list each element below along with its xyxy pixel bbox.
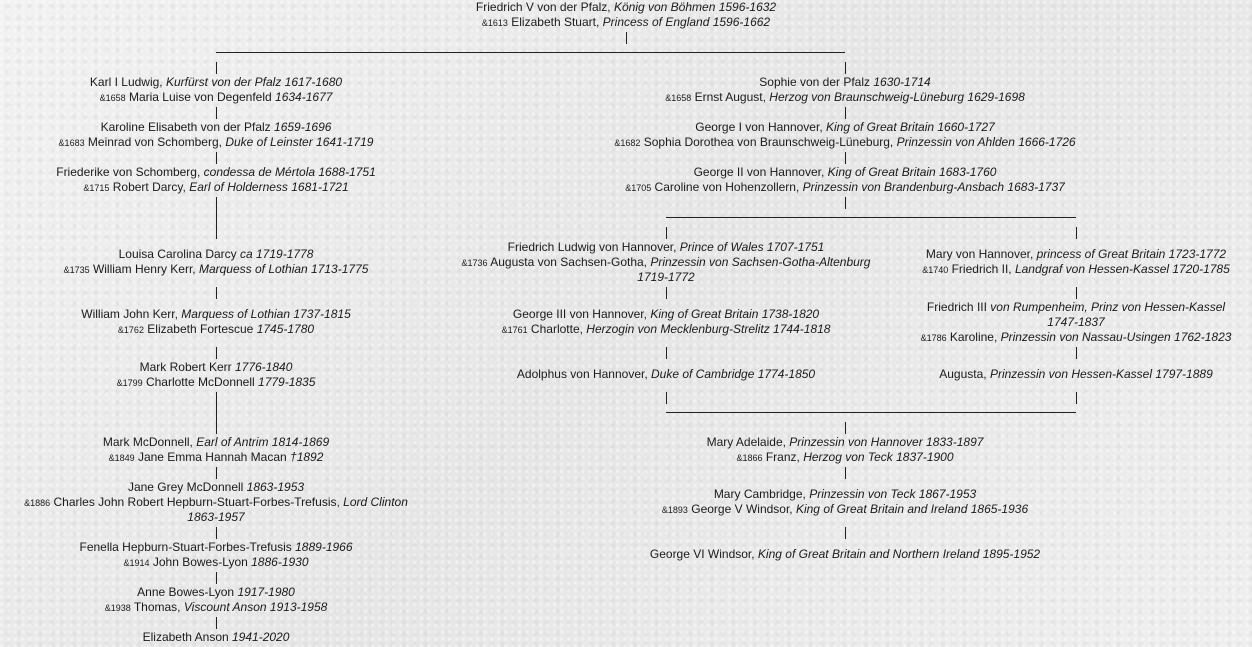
person-title: Marquess of Lothian 1737-1815 (181, 307, 351, 321)
marriage-marker: &1761 (501, 325, 528, 335)
person-name: Karoline Elisabeth von der Pfalz (100, 120, 275, 134)
connector (845, 422, 846, 434)
person-name: Mary Adelaide, (706, 435, 790, 449)
connector (1076, 287, 1077, 299)
person-line (625, 180, 1065, 196)
person-name: Franz, (762, 450, 804, 464)
person-title: Lord Clinton (343, 495, 408, 509)
marriage-marker: &1705 (625, 183, 652, 193)
person-title: Princess of England 1596-1662 (602, 15, 771, 29)
person-name: Mary von Hannover, (925, 247, 1037, 261)
person-title: 1719-1772 (637, 270, 695, 284)
person-name: Charlotte, (527, 322, 587, 336)
person-title: 1889-1966 (295, 540, 353, 554)
person-line (502, 322, 831, 338)
person-line (105, 600, 328, 616)
person-line (927, 300, 1225, 315)
person-name: George III von Hannover, (512, 307, 651, 321)
person-name: Friedrich V von der Pfalz, (475, 0, 614, 14)
person-title: König von Böhmen 1596-1632 (613, 0, 777, 14)
person-name: Mark Robert Kerr (139, 360, 235, 374)
person-title: 1745-1780 (256, 322, 315, 336)
person-name: Maria Luise von Degenfeld (125, 90, 276, 104)
person-line (922, 262, 1230, 278)
person-name: Louisa Carolina Darcy (118, 247, 240, 261)
person-name: Friedrich Ludwig von Hannover, (507, 240, 680, 254)
connector (845, 152, 846, 164)
person-title: ca 1719-1778 (239, 247, 314, 261)
person-line (736, 450, 953, 466)
connector (216, 287, 217, 299)
person-line (123, 555, 308, 571)
person-line (714, 487, 976, 502)
marriage-marker: &1866 (736, 453, 763, 463)
person-name: George VI Windsor, (649, 547, 758, 561)
person-name: Jane Emma Hannah Macan (134, 450, 291, 464)
connector (216, 152, 217, 164)
person-title: 1634-1677 (275, 90, 333, 104)
person-name: Augusta von Sachsen-Gotha, (487, 255, 651, 269)
person-line (695, 120, 995, 135)
connector (216, 62, 217, 74)
person-name: George II von Hannover, (693, 165, 828, 179)
person-line (759, 75, 930, 90)
person-title: 1659-1696 (274, 120, 332, 134)
connector (666, 217, 1076, 218)
person-line (926, 247, 1226, 262)
person-name: Adolphus von Hannover, (516, 367, 651, 381)
connector (216, 572, 217, 584)
person-line (56, 165, 376, 180)
person-line (64, 262, 369, 278)
marriage-marker: &1736 (461, 258, 488, 268)
person-line (187, 510, 244, 525)
person-title: condessa de Mértola 1688-1751 (203, 165, 376, 179)
person-title: Prinzessin von Nassau-Usingen 1762-1823 (1000, 330, 1232, 344)
person-title: 1779-1835 (258, 375, 316, 389)
person-line (939, 367, 1213, 382)
person-title: Herzog von Braunschweig-Lüneburg 1629-1698 (769, 90, 1025, 104)
person-line (462, 255, 871, 271)
person-line (476, 0, 776, 15)
person-name: Karoline, (946, 330, 1001, 344)
marriage-marker: &1762 (117, 325, 144, 335)
person-title: Prinzessin von Hannover 1833-1897 (789, 435, 984, 449)
person-line (662, 502, 1028, 518)
person-line (665, 90, 1025, 106)
person-title: Marquess of Lothian 1713-1775 (198, 262, 369, 276)
person-title: Earl of Antrim 1814-1869 (196, 435, 330, 449)
person-title: Prinzessin von Brandenburg-Ansbach 1683-1737 (802, 180, 1065, 194)
connector (216, 392, 217, 434)
person-line (100, 90, 333, 106)
person-line (650, 547, 1040, 562)
person-title: princess of Great Britain 1723-1772 (1036, 247, 1227, 261)
person-line (90, 75, 342, 90)
person-line (921, 330, 1232, 346)
person-name: Charles John Robert Hepburn-Stuart-Forbes-Trefusis, (50, 495, 344, 509)
person-title: 1941-2020 (232, 630, 290, 644)
person-line (83, 180, 348, 196)
marriage-marker: &1735 (63, 265, 90, 275)
person-line (24, 495, 408, 511)
person-name: Meinrad von Schomberg, (84, 135, 226, 149)
marriage-marker: &1682 (614, 138, 641, 148)
person-title: Prinzessin von Teck 1867-1953 (809, 487, 977, 501)
person-title: Duke of Cambridge 1774-1850 (650, 367, 816, 381)
person-name: Friedrich II, (948, 262, 1015, 276)
person-line (117, 375, 316, 391)
person-line (119, 247, 314, 262)
person-name: Karl I Ludwig, (89, 75, 166, 89)
person-title: 1776-1840 (234, 360, 293, 374)
person-name: Charlotte McDonnell (142, 375, 259, 389)
person-title: 1863-1957 (187, 510, 245, 524)
person-line (1047, 315, 1104, 330)
connector (845, 467, 846, 479)
marriage-marker: &1849 (108, 453, 135, 463)
person-title: Duke of Leinster 1641-1719 (225, 135, 374, 149)
person-name: William Henry Kerr, (89, 262, 199, 276)
person-name: George I von Hannover, (695, 120, 826, 134)
connector (1076, 392, 1077, 404)
person-title: King of Great Britain 1660-1727 (825, 120, 995, 134)
person-title: Herzogin von Mecklenburg-Strelitz 1744-1818 (586, 322, 831, 336)
connector (216, 467, 217, 479)
person-line (694, 165, 997, 180)
person-name: Augusta, (939, 367, 990, 381)
connector (216, 107, 217, 119)
connector (626, 32, 627, 44)
connector (845, 107, 846, 119)
person-line (59, 135, 374, 151)
person-line (513, 307, 819, 322)
person-line (81, 307, 350, 322)
marriage-marker: &1683 (58, 138, 85, 148)
marriage-marker: &1914 (123, 558, 150, 568)
person-name: Fenella Hepburn-Stuart-Forbes-Trefusis (79, 540, 296, 554)
person-title: 1886-1930 (251, 555, 309, 569)
person-name: Elizabeth Fortescue (143, 322, 257, 336)
person-title: Prince of Wales 1707-1751 (679, 240, 825, 254)
marriage-marker: &1886 (24, 498, 51, 508)
marriage-marker: &1893 (661, 505, 688, 515)
person-line (128, 480, 304, 495)
person-line (707, 435, 984, 450)
person-name: Friederike von Schomberg, (56, 165, 204, 179)
connector (666, 412, 1076, 413)
person-title: King of Great Britain and Northern Ireland 1895-1952 (757, 547, 1041, 561)
person-name: Ernst August, (691, 90, 770, 104)
connector (845, 197, 846, 209)
marriage-marker: &1658 (99, 93, 126, 103)
person-name: Elizabeth Stuart, (507, 15, 603, 29)
person-title: 1863-1953 (246, 480, 305, 494)
person-name: Anne Bowes-Lyon (137, 585, 238, 599)
connector (216, 52, 845, 53)
connector (216, 197, 217, 239)
person-name: George V Windsor, (687, 502, 796, 516)
person-line (79, 540, 352, 555)
person-line (637, 270, 694, 285)
connector (1076, 227, 1077, 239)
connector (216, 527, 217, 539)
person-title: Prinzessin von Sachsen-Gotha-Altenburg (650, 255, 871, 269)
connector (845, 62, 846, 74)
marriage-marker: &1715 (83, 183, 110, 193)
connector (666, 347, 667, 359)
person-name: William John Kerr, (81, 307, 182, 321)
person-line (517, 367, 815, 382)
connector (666, 392, 667, 404)
person-line (109, 450, 324, 466)
person-line (118, 322, 314, 338)
connector (666, 287, 667, 299)
person-name: Mary Cambridge, (713, 487, 810, 501)
person-title: Kurfürst von der Pfalz 1617-1680 (165, 75, 343, 89)
person-line (140, 360, 293, 375)
marriage-marker: &1658 (665, 93, 692, 103)
person-name: John Bowes-Lyon (149, 555, 252, 569)
marriage-marker: &1938 (104, 603, 131, 613)
person-title: 1630-1714 (873, 75, 931, 89)
person-title: Landgraf von Hessen-Kassel 1720-1785 (1014, 262, 1230, 276)
person-line (508, 240, 825, 255)
connector (845, 527, 846, 539)
person-line (482, 15, 770, 31)
person-name: Sophia Dorothea von Braunschweig-Lüneburg, (640, 135, 897, 149)
person-name: Jane Grey McDonnell (127, 480, 247, 494)
person-line (614, 135, 1075, 151)
person-name: Sophie von der Pfalz (759, 75, 874, 89)
connector (666, 227, 667, 239)
person-name: Friedrich III (926, 300, 991, 314)
person-line (143, 630, 290, 645)
marriage-marker: &1786 (920, 333, 947, 343)
person-name: Elizabeth Anson (142, 630, 233, 644)
person-title: Herzog von Teck 1837-1900 (803, 450, 954, 464)
connector (216, 347, 217, 359)
person-title: Prinzessin von Ahlden 1666-1726 (896, 135, 1076, 149)
person-title: Prinzessin von Hessen-Kassel 1797-1889 (989, 367, 1213, 381)
person-title: Viscount Anson 1913-1958 (183, 600, 328, 614)
marriage-marker: &1799 (116, 378, 143, 388)
person-title: King of Great Britain 1683-1760 (827, 165, 997, 179)
marriage-marker: &1613 (481, 18, 508, 28)
connector (1076, 347, 1077, 359)
person-name: Caroline von Hohenzollern, (651, 180, 803, 194)
person-title: von Rumpenheim, Prinz von Hessen-Kassel (990, 300, 1226, 314)
person-line (103, 435, 329, 450)
connector (216, 617, 217, 629)
person-name: Mark McDonnell, (102, 435, 197, 449)
person-name: Thomas, (130, 600, 184, 614)
person-title: King of Great Britain 1738-1820 (650, 307, 820, 321)
person-title: †1892 (290, 450, 324, 464)
person-name: Robert Darcy, (109, 180, 190, 194)
person-line (137, 585, 295, 600)
marriage-marker: &1740 (922, 265, 949, 275)
person-line (101, 120, 332, 135)
person-title: Earl of Holderness 1681-1721 (189, 180, 349, 194)
person-title: 1917-1980 (237, 585, 295, 599)
person-title: 1747-1837 (1047, 315, 1105, 329)
person-title: King of Great Britain and Ireland 1865-1936 (795, 502, 1029, 516)
